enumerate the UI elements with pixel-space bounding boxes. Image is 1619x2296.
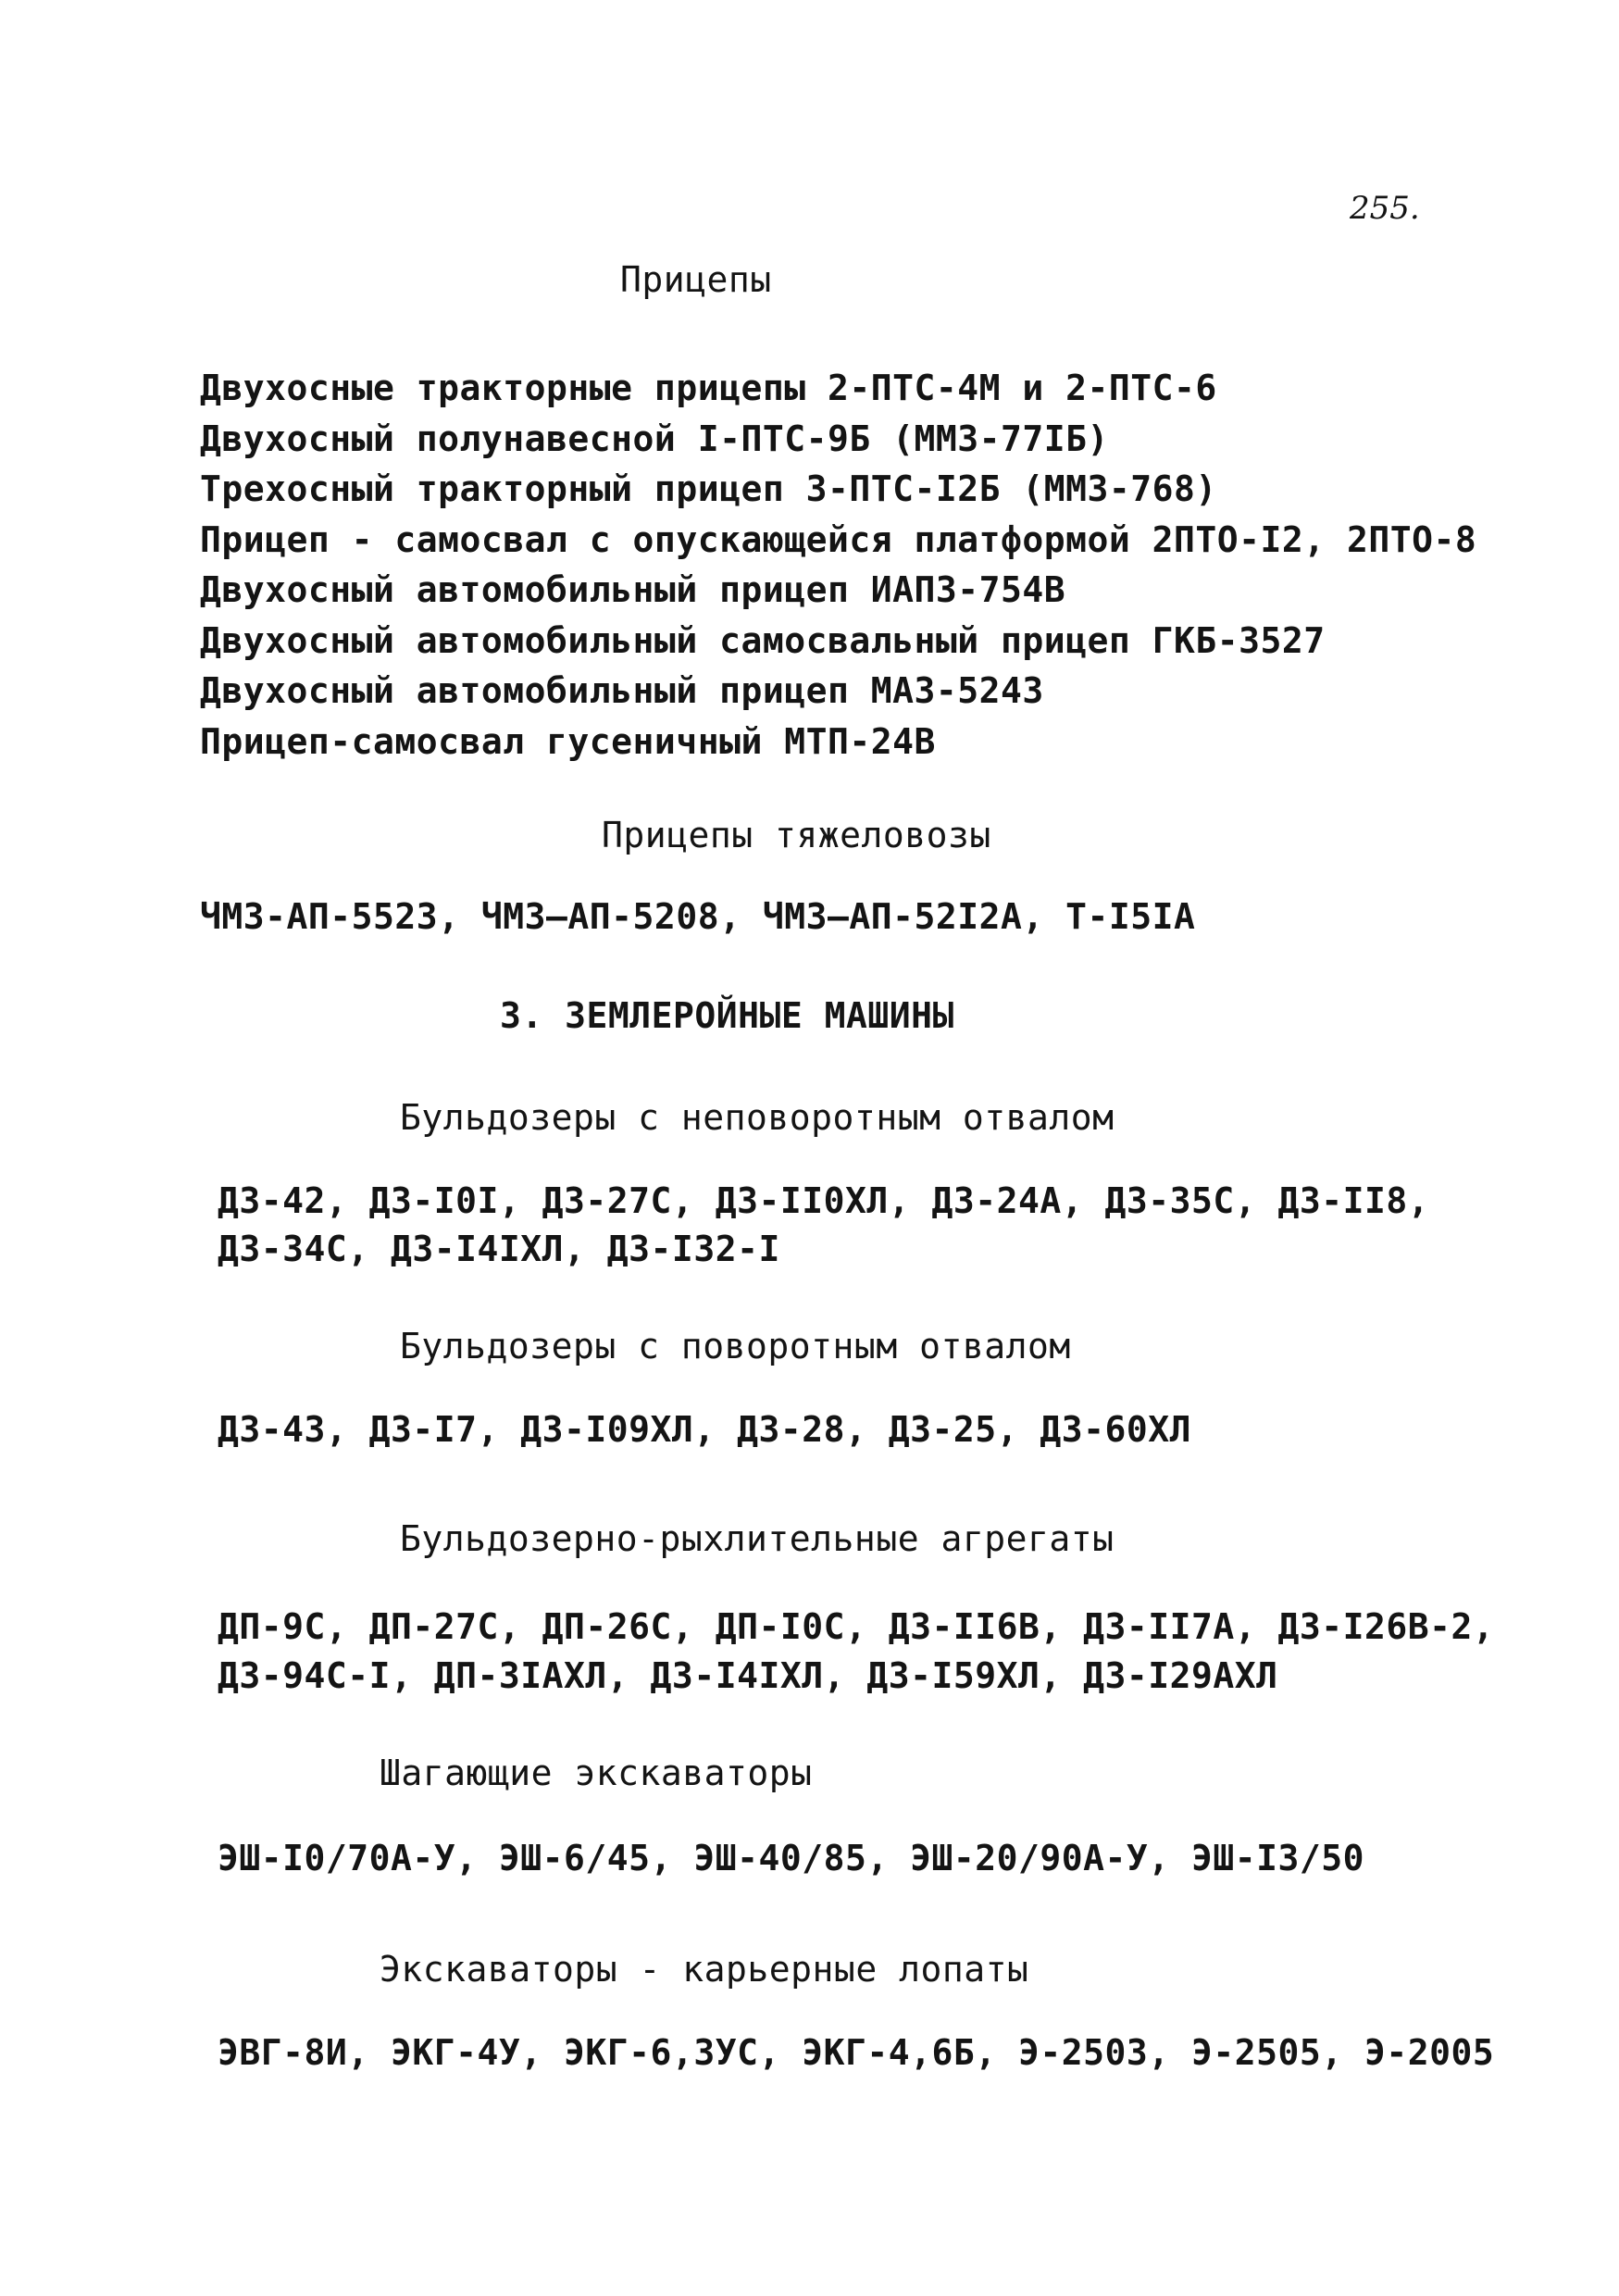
list-item: Прицеп - самосвал с опускающейся платформой 2ПТО-I2, 2ПТО-8 (200, 518, 1477, 560)
group-heading: Бульдозеры с поворотным отвалом (400, 1326, 1071, 1366)
group-heading: Экскаваторы - карьерные лопаты (380, 1949, 1029, 1990)
heavy-trailers-heading: Прицепы тяжеловозы (602, 815, 991, 855)
trailers-heading: Прицепы (620, 259, 772, 300)
list-item: Двухосный автомобильный прицеп МАЗ-5243 (200, 670, 1044, 711)
list-item: Двухосный полунавесной I-ПТС-9Б (ММЗ-77IБ) (200, 418, 1109, 459)
group-line: ДЗ-94С-I, ДП-3IАХЛ, ДЗ-I4IХЛ, ДЗ-I59ХЛ, ДЗ-I29АХЛ (218, 1655, 1278, 1696)
heavy-trailers-models: ЧМЗ-АП-5523, ЧМЗ—АП-5208, ЧМЗ—АП-52I2А, Т-I5IА (200, 896, 1196, 937)
group-heading: Шагающие экскаваторы (380, 1753, 813, 1793)
group-line: ДЗ-42, ДЗ-I0I, ДЗ-27С, ДЗ-II0ХЛ, ДЗ-24А, ДЗ-35С, ДЗ-II8, (218, 1180, 1430, 1221)
page-number: 255. (1350, 190, 1420, 227)
list-item: Прицеп-самосвал гусеничный МТП-24В (200, 720, 936, 762)
group-line: ДЗ-34С, ДЗ-I4IХЛ, ДЗ-I32-I (218, 1229, 780, 1269)
trailers-list (200, 363, 1476, 767)
list-item: Двухосный автомобильный самосвальный прицеп ГКБ-3527 (200, 619, 1326, 661)
list-item: Двухосные тракторные прицепы 2-ПТС-4М и 2-ПТС-6 (200, 368, 1217, 408)
group-line: ЭШ-I0/70А-У, ЭШ-6/45, ЭШ-40/85, ЭШ-20/90А-У, ЭШ-I3/50 (218, 1838, 1365, 1878)
list-item: Двухосный автомобильный прицеп ИАПЗ-754В (200, 569, 1066, 610)
group-heading: Бульдозерно-рыхлительные агрегаты (400, 1518, 1115, 1559)
section-title: 3. ЗЕМЛЕРОЙНЫЕ МАШИНЫ (500, 995, 954, 1036)
group-heading: Бульдозеры с неповоротным отвалом (400, 1097, 1115, 1138)
group-line: ДП-9С, ДП-27С, ДП-26С, ДП-I0С, ДЗ-II6В, ДЗ-II7А, ДЗ-I26В-2, (218, 1606, 1495, 1647)
group-line: ДЗ-43, ДЗ-I7, ДЗ-I09ХЛ, ДЗ-28, ДЗ-25, ДЗ-60ХЛ (218, 1409, 1192, 1450)
group-line: ЭВГ-8И, ЭКГ-4У, ЭКГ-6,3УС, ЭКГ-4,6Б, Э-2503, Э-2505, Э-2005 (218, 2032, 1495, 2073)
list-item: Трехосный тракторный прицеп 3-ПТС-I2Б (ММЗ-768) (200, 468, 1217, 509)
